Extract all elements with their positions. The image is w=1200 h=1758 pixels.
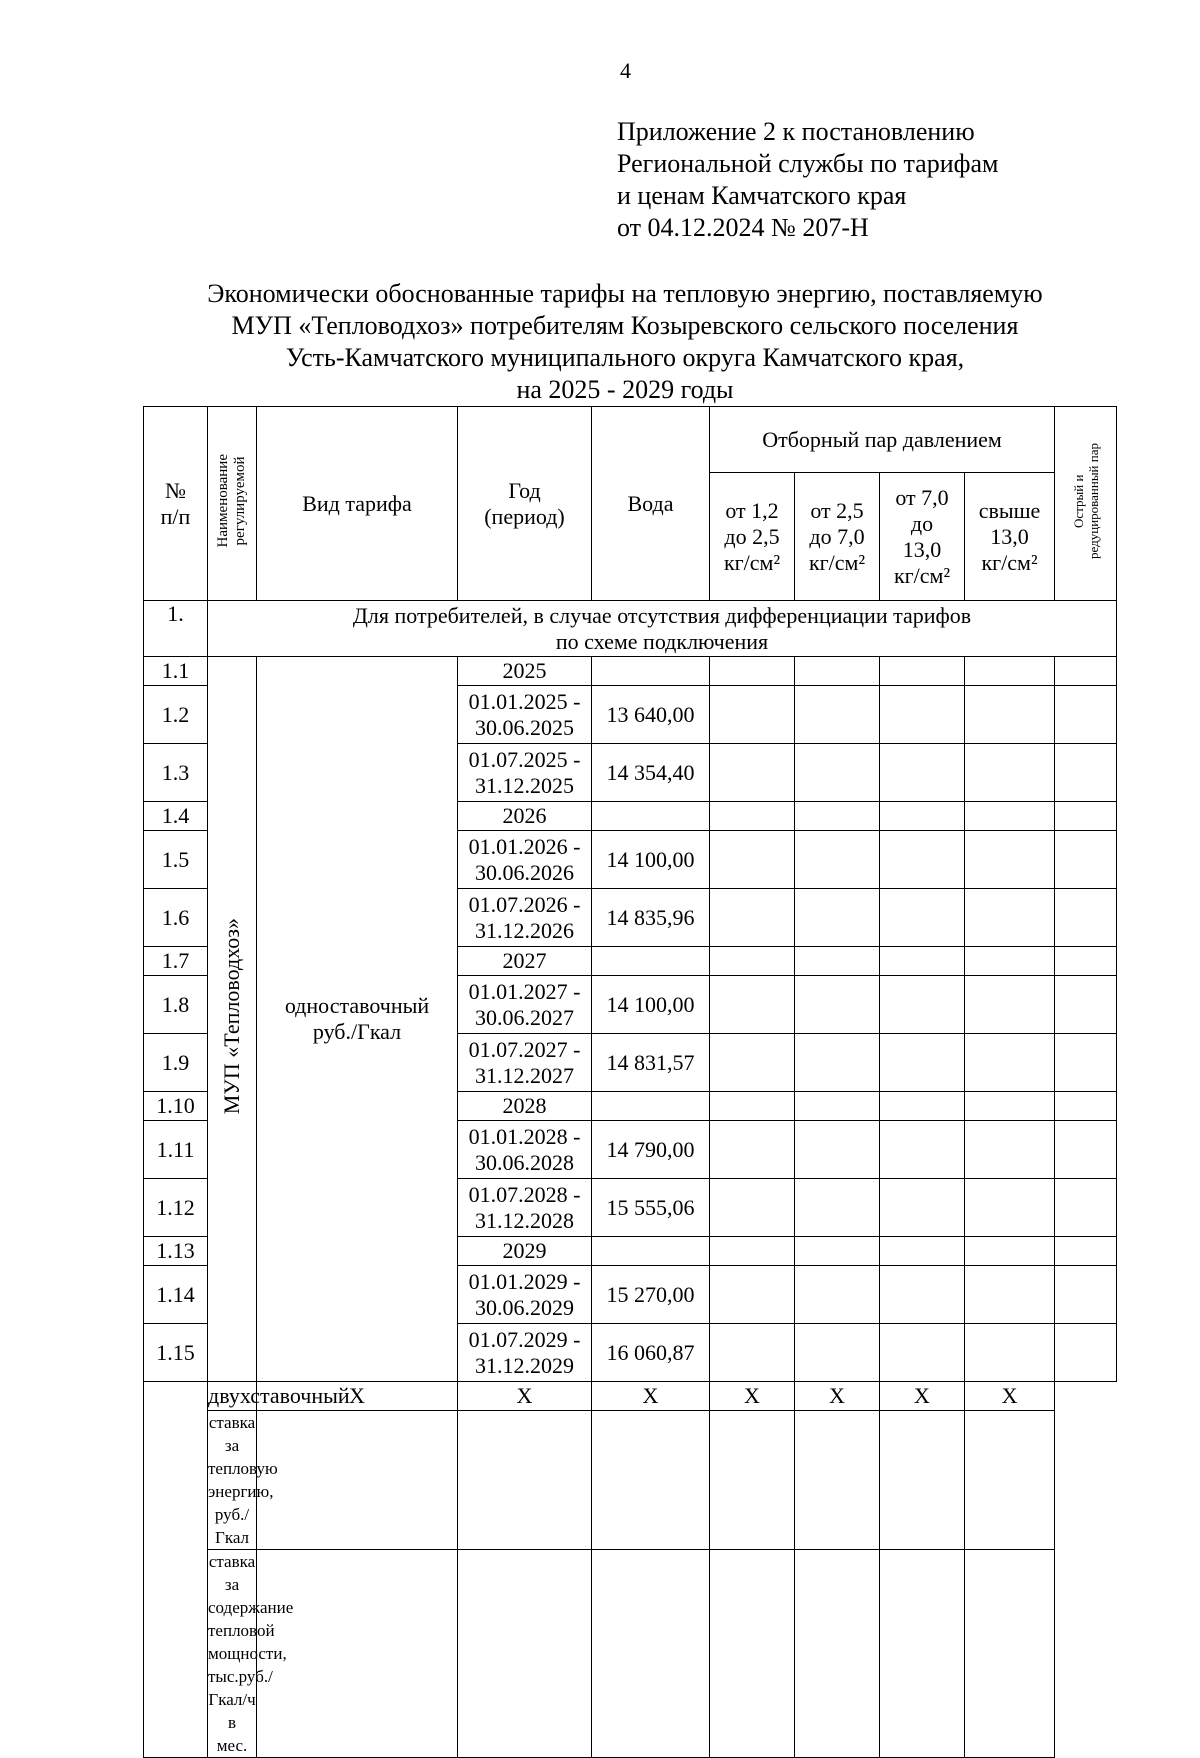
row-period: 2025 (458, 657, 592, 686)
header-row (144, 407, 1117, 473)
row-period: 01.01.2026 - 30.06.2026 (458, 831, 592, 889)
row-num: 1.6 (144, 889, 208, 947)
row-period: 2029 (458, 1237, 592, 1266)
energy-rate-label: ставка за тепловую энергию, руб./Гкал (208, 1411, 257, 1550)
row-water: 14 100,00 (592, 976, 710, 1034)
two-rate-label: двухставочный (208, 1382, 257, 1411)
two-rate-row (144, 1382, 1117, 1411)
header-live-steam: Острый и редуцированный пар (1055, 407, 1117, 601)
row-num: 1.4 (144, 802, 208, 831)
header-org: Наименование регулируемой (208, 407, 257, 601)
row-num: 1.5 (144, 831, 208, 889)
row-period: 01.07.2028 - 31.12.2028 (458, 1179, 592, 1237)
two-rate-mark: Х (592, 1382, 710, 1411)
row-period: 01.07.2029 - 31.12.2029 (458, 1324, 592, 1382)
two-rate-mark: Х (965, 1382, 1055, 1411)
header-pressure-4: свыше 13,0 кг/см² (965, 473, 1055, 601)
header-water: Вода (592, 407, 710, 601)
section-row (144, 601, 1117, 657)
capacity-rate-row (144, 1550, 1117, 1758)
title-line: на 2025 - 2029 годы (516, 375, 734, 404)
row-num-empty (144, 1382, 208, 1758)
tariff-table (143, 406, 1117, 1758)
two-rate-mark: Х (257, 1382, 458, 1411)
row-water: 14 354,40 (592, 744, 710, 802)
row-num: 1.14 (144, 1266, 208, 1324)
row-water: 15 555,06 (592, 1179, 710, 1237)
energy-rate-row (144, 1411, 1117, 1550)
row-period: 01.07.2025 - 31.12.2025 (458, 744, 592, 802)
row-num: 1.8 (144, 976, 208, 1034)
appendix-line: Приложение 2 к постановлению (617, 117, 975, 146)
row-water: 14 831,57 (592, 1034, 710, 1092)
row-water: 14 100,00 (592, 831, 710, 889)
capacity-rate-label: ставка за содержание тепловой мощности, тыс.руб./Гкал/ч в мес. (208, 1550, 257, 1758)
row-num: 1.12 (144, 1179, 208, 1237)
header-pressure-1: от 1,2 до 2,5 кг/см² (710, 473, 795, 601)
org-name-cell: МУП «Тепловодхоз» (208, 657, 257, 1382)
row-water: 14 790,00 (592, 1121, 710, 1179)
document-title (100, 278, 1150, 406)
two-rate-mark: Х (795, 1382, 880, 1411)
appendix-line: Региональной службы по тарифам (617, 149, 999, 178)
two-rate-mark: Х (458, 1382, 592, 1411)
row-num: 1.2 (144, 686, 208, 744)
row-num: 1.11 (144, 1121, 208, 1179)
row-water (592, 657, 710, 686)
row-water (592, 802, 710, 831)
row-num: 1.13 (144, 1237, 208, 1266)
appendix-line: от 04.12.2024 № 207-Н (617, 213, 869, 242)
row-water (592, 1237, 710, 1266)
row-num: 1.1 (144, 657, 208, 686)
row-num: 1.3 (144, 744, 208, 802)
header-tariff-type: Вид тарифа (257, 407, 458, 601)
page-number: 4 (620, 58, 631, 83)
two-rate-mark: Х (710, 1382, 795, 1411)
row-num: 1.10 (144, 1092, 208, 1121)
row-period: 01.01.2025 - 30.06.2025 (458, 686, 592, 744)
row-period: 01.07.2026 - 31.12.2026 (458, 889, 592, 947)
row-water: 16 060,87 (592, 1324, 710, 1382)
header-pressure-3: от 7,0 до 13,0 кг/см² (880, 473, 965, 601)
two-rate-mark: Х (880, 1382, 965, 1411)
row-period: 01.07.2027 - 31.12.2027 (458, 1034, 592, 1092)
title-line: Усть-Камчатского муниципального округа Камчатского края, (285, 343, 965, 372)
row-water (592, 947, 710, 976)
header-steam-group: Отборный пар давлением (710, 407, 1055, 473)
header-pressure-2: от 2,5 до 7,0 кг/см² (795, 473, 880, 601)
row-period: 01.01.2029 - 30.06.2029 (458, 1266, 592, 1324)
table-row (144, 657, 1117, 686)
row-num: 1.15 (144, 1324, 208, 1382)
header-year: Год (период) (458, 407, 592, 601)
row-num: 1.7 (144, 947, 208, 976)
header-num: № п/п (144, 407, 208, 601)
single-rate-label: одноставочный руб./Гкал (257, 657, 458, 1382)
row-water: 15 270,00 (592, 1266, 710, 1324)
section-title: Для потребителей, в случае отсутствия дифференциации тарифов по схеме подключения (208, 601, 1117, 657)
row-period: 01.01.2027 - 30.06.2027 (458, 976, 592, 1034)
appendix-reference (617, 116, 998, 244)
row-water: 13 640,00 (592, 686, 710, 744)
row-period: 2028 (458, 1092, 592, 1121)
title-line: Экономически обоснованные тарифы на тепловую энергию, поставляемую (207, 279, 1043, 308)
row-period: 01.01.2028 - 30.06.2028 (458, 1121, 592, 1179)
row-water: 14 835,96 (592, 889, 710, 947)
row-water (592, 1092, 710, 1121)
row-period: 2026 (458, 802, 592, 831)
row-num: 1.9 (144, 1034, 208, 1092)
appendix-line: и ценам Камчатского края (617, 181, 907, 210)
row-period: 2027 (458, 947, 592, 976)
title-line: МУП «Тепловодхоз» потребителям Козыревского сельского поселения (231, 311, 1019, 340)
section-num: 1. (144, 601, 208, 657)
